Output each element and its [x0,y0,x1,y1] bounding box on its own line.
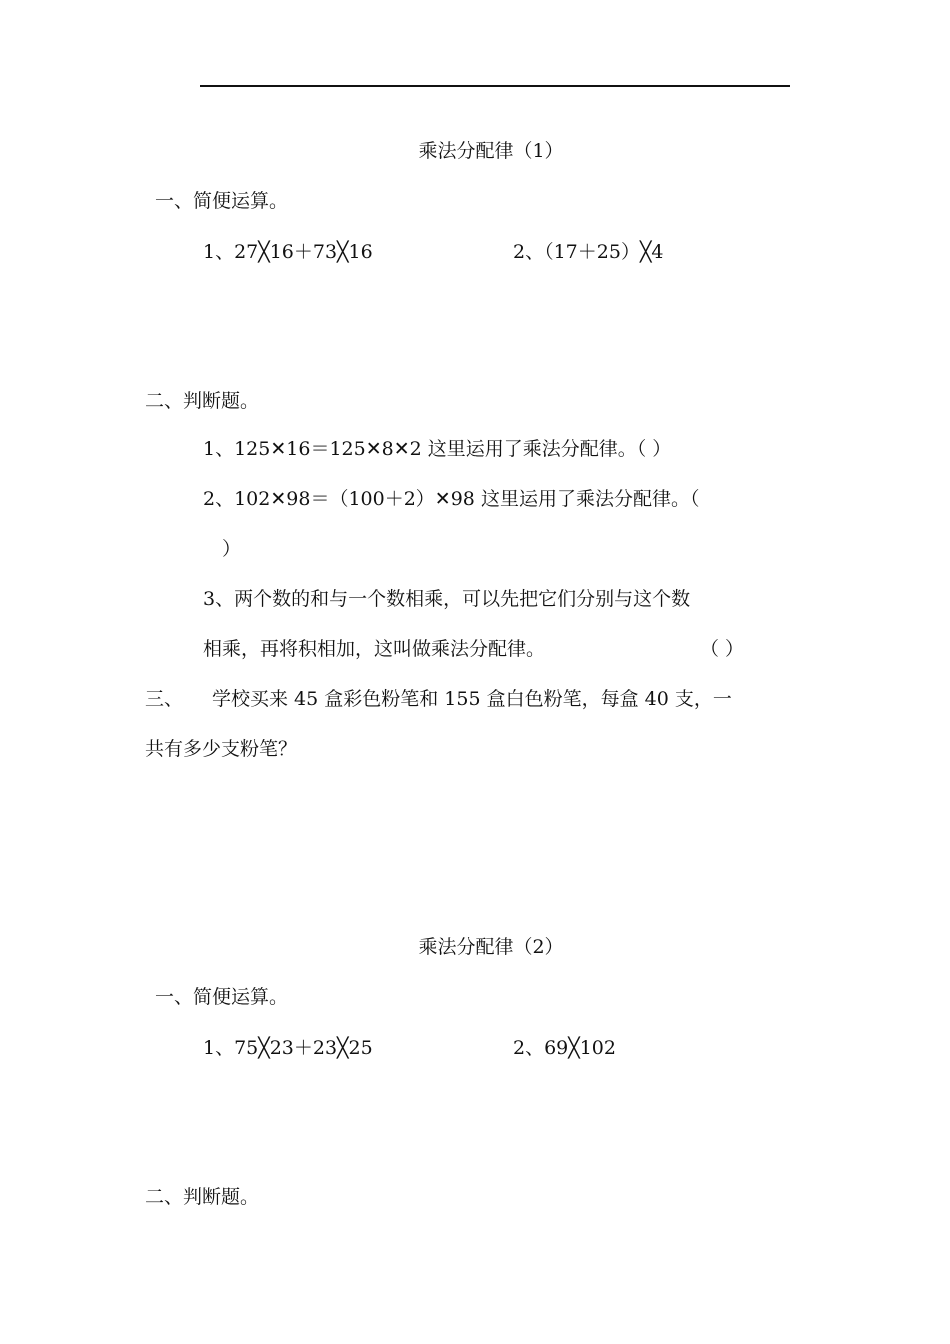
s2-question-2: 2、69╳102 [513,1037,616,1059]
section1-title: 乘法分配律（1） [418,140,564,162]
s1-judge-1: 1、125✕16＝125✕8✕2 这里运用了乘法分配律。（ ） [203,438,672,460]
s2-part1-heading: 一、简便运算。 [155,986,289,1008]
s2-question-1: 1、75╳23＋23╳25 [203,1037,373,1059]
s1-judge-3-paren: （ ） [700,638,745,660]
header-rule [200,85,790,87]
s2-part2-heading: 二、判断题。 [145,1186,260,1208]
s1-judge-2-line2: ） [222,538,242,560]
s1-judge-2-line1: 2、102✕98＝（100＋2）✕98 这里运用了乘法分配律。（ [203,488,700,510]
s1-part2-heading: 二、判断题。 [145,390,260,412]
s1-part1-heading: 一、简便运算。 [155,190,289,212]
s1-question-1: 1、27╳16＋73╳16 [203,241,373,263]
s1-part3-label: 三、 [145,688,184,710]
s1-part3-line2: 共有多少支粉笔？ [145,738,298,760]
s1-judge-3-line2: 相乘，再将积相加，这叫做乘法分配律。 [203,638,546,660]
s1-question-2: 2、（17＋25）╳4 [513,241,664,263]
section2-title: 乘法分配律（2） [418,936,564,958]
s1-judge-3-line1: 3、两个数的和与一个数相乘，可以先把它们分别与这个数 [203,588,691,610]
s1-part3-line1: 学校买来 45 盒彩色粉笔和 155 盒白色粉笔，每盒 40 支，一 [212,688,732,710]
